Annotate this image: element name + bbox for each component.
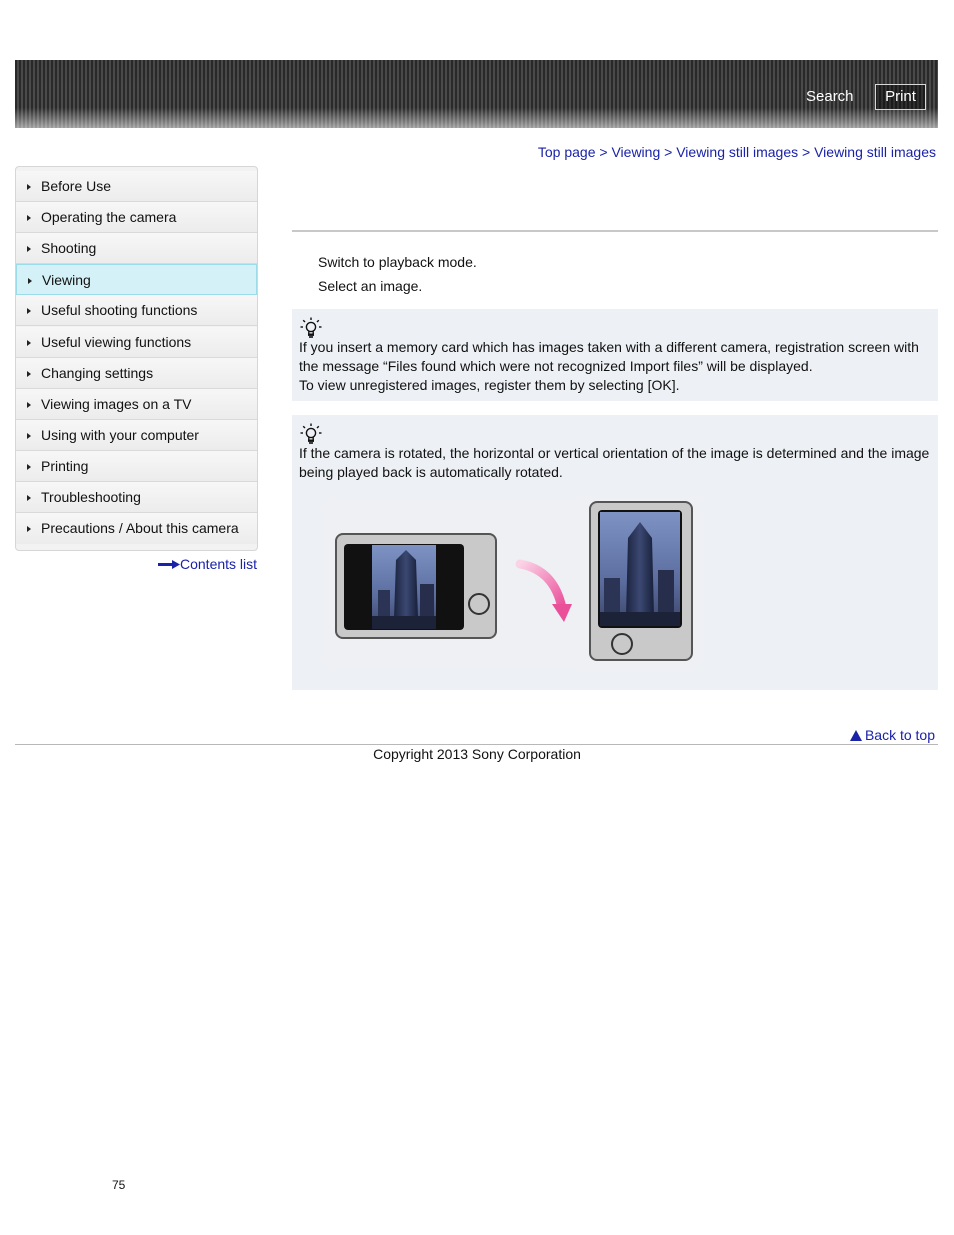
camera-rotation-illustration [322, 498, 702, 670]
back-to-top-link[interactable] [850, 727, 935, 743]
sidebar-item-label: Changing settings [41, 365, 154, 381]
breadcrumb [538, 144, 936, 160]
sidebar-item-label: Using with your computer [41, 427, 199, 443]
sidebar-item-label: Shooting [41, 240, 97, 256]
sidebar-item-label: Precautions / About this camera [41, 520, 239, 536]
sidebar-item-useful-viewing-functions[interactable] [16, 327, 257, 358]
breadcrumb-separator: > [664, 144, 673, 160]
contents-list-label: Contents list [180, 556, 258, 572]
lightbulb-icon [300, 317, 322, 339]
sidebar-item-useful-shooting-functions[interactable] [16, 295, 257, 326]
arrow-right-icon [158, 560, 180, 570]
sidebar-item-printing[interactable] [16, 451, 257, 482]
sidebar-item-label: Useful viewing functions [41, 334, 192, 350]
caret-right-icon [27, 215, 31, 221]
footer-divider [15, 744, 938, 745]
search-button[interactable]: Search [806, 88, 854, 105]
top-banner [15, 60, 938, 128]
caret-right-icon [27, 402, 31, 408]
sidebar-item-changing-settings[interactable] [16, 358, 257, 389]
sidebar-item-viewing-images-on-a-tv[interactable] [16, 389, 257, 420]
camera-horizontal-illustration [336, 534, 496, 638]
breadcrumb-viewing-still-images[interactable]: Viewing still images [676, 144, 799, 160]
copyright-text: Copyright 2013 Sony Corporation [373, 746, 581, 762]
sidebar-item-label: Troubleshooting [41, 489, 141, 505]
hint-line: the message “Files found which were not recognized Import files” will be displayed. [299, 358, 813, 374]
caret-right-icon [27, 526, 31, 532]
hint-line: being played back is automatically rotated. [299, 464, 563, 480]
hint-text [299, 338, 935, 395]
caret-right-icon [27, 308, 31, 314]
contents-list-link[interactable] [158, 556, 257, 572]
hint-text [299, 444, 935, 482]
caret-right-icon [27, 433, 31, 439]
step-2-text: Select an image. [318, 278, 423, 294]
breadcrumb-separator: > [802, 144, 811, 160]
sidebar-item-label: Useful shooting functions [41, 302, 198, 318]
hint-line: To view unregistered images, register them by selecting [OK]. [299, 377, 680, 393]
hint-box-unregistered-images [292, 309, 938, 401]
triangle-up-icon [850, 730, 862, 741]
sidebar-item-label: Before Use [41, 178, 112, 194]
breadcrumb-top-page[interactable]: Top page [537, 144, 596, 160]
sidebar-item-operating-the-camera[interactable] [16, 202, 257, 233]
title-divider [292, 230, 938, 232]
caret-right-icon [27, 371, 31, 377]
hint-line: If the camera is rotated, the horizontal or vertical orientation of the image is determined and the image [299, 445, 930, 461]
hint-line: If you insert a memory card which has images taken with a different camera, registration screen with [299, 339, 919, 355]
page-number: 75 [112, 1178, 126, 1192]
step-1-text: Switch to playback mode. [318, 254, 477, 270]
breadcrumb-viewing[interactable]: Viewing [611, 144, 661, 160]
caret-right-icon [27, 246, 31, 252]
sidebar-nav [15, 166, 258, 551]
back-to-top-label: Back to top [864, 727, 935, 743]
caret-right-icon [27, 184, 31, 190]
breadcrumb-current[interactable]: Viewing still images [814, 144, 936, 160]
lightbulb-icon [300, 423, 322, 445]
caret-right-icon [28, 278, 32, 284]
caret-right-icon [27, 495, 31, 501]
sidebar-item-precautions[interactable] [16, 513, 257, 544]
camera-vertical-illustration [590, 502, 692, 660]
sidebar-item-using-with-your-computer[interactable] [16, 420, 257, 451]
sidebar-item-viewing[interactable] [16, 264, 257, 295]
breadcrumb-separator: > [599, 144, 608, 160]
sidebar-item-label: Operating the camera [41, 209, 177, 225]
sidebar-item-shooting[interactable] [16, 233, 257, 264]
print-button[interactable]: Print [875, 84, 926, 110]
sidebar-item-troubleshooting[interactable] [16, 482, 257, 513]
sidebar-item-before-use[interactable] [16, 171, 257, 202]
sidebar-item-label: Printing [41, 458, 89, 474]
caret-right-icon [27, 340, 31, 346]
caret-right-icon [27, 464, 31, 470]
sidebar-item-label: Viewing images on a TV [41, 396, 192, 412]
sidebar-item-label: Viewing [42, 272, 91, 288]
